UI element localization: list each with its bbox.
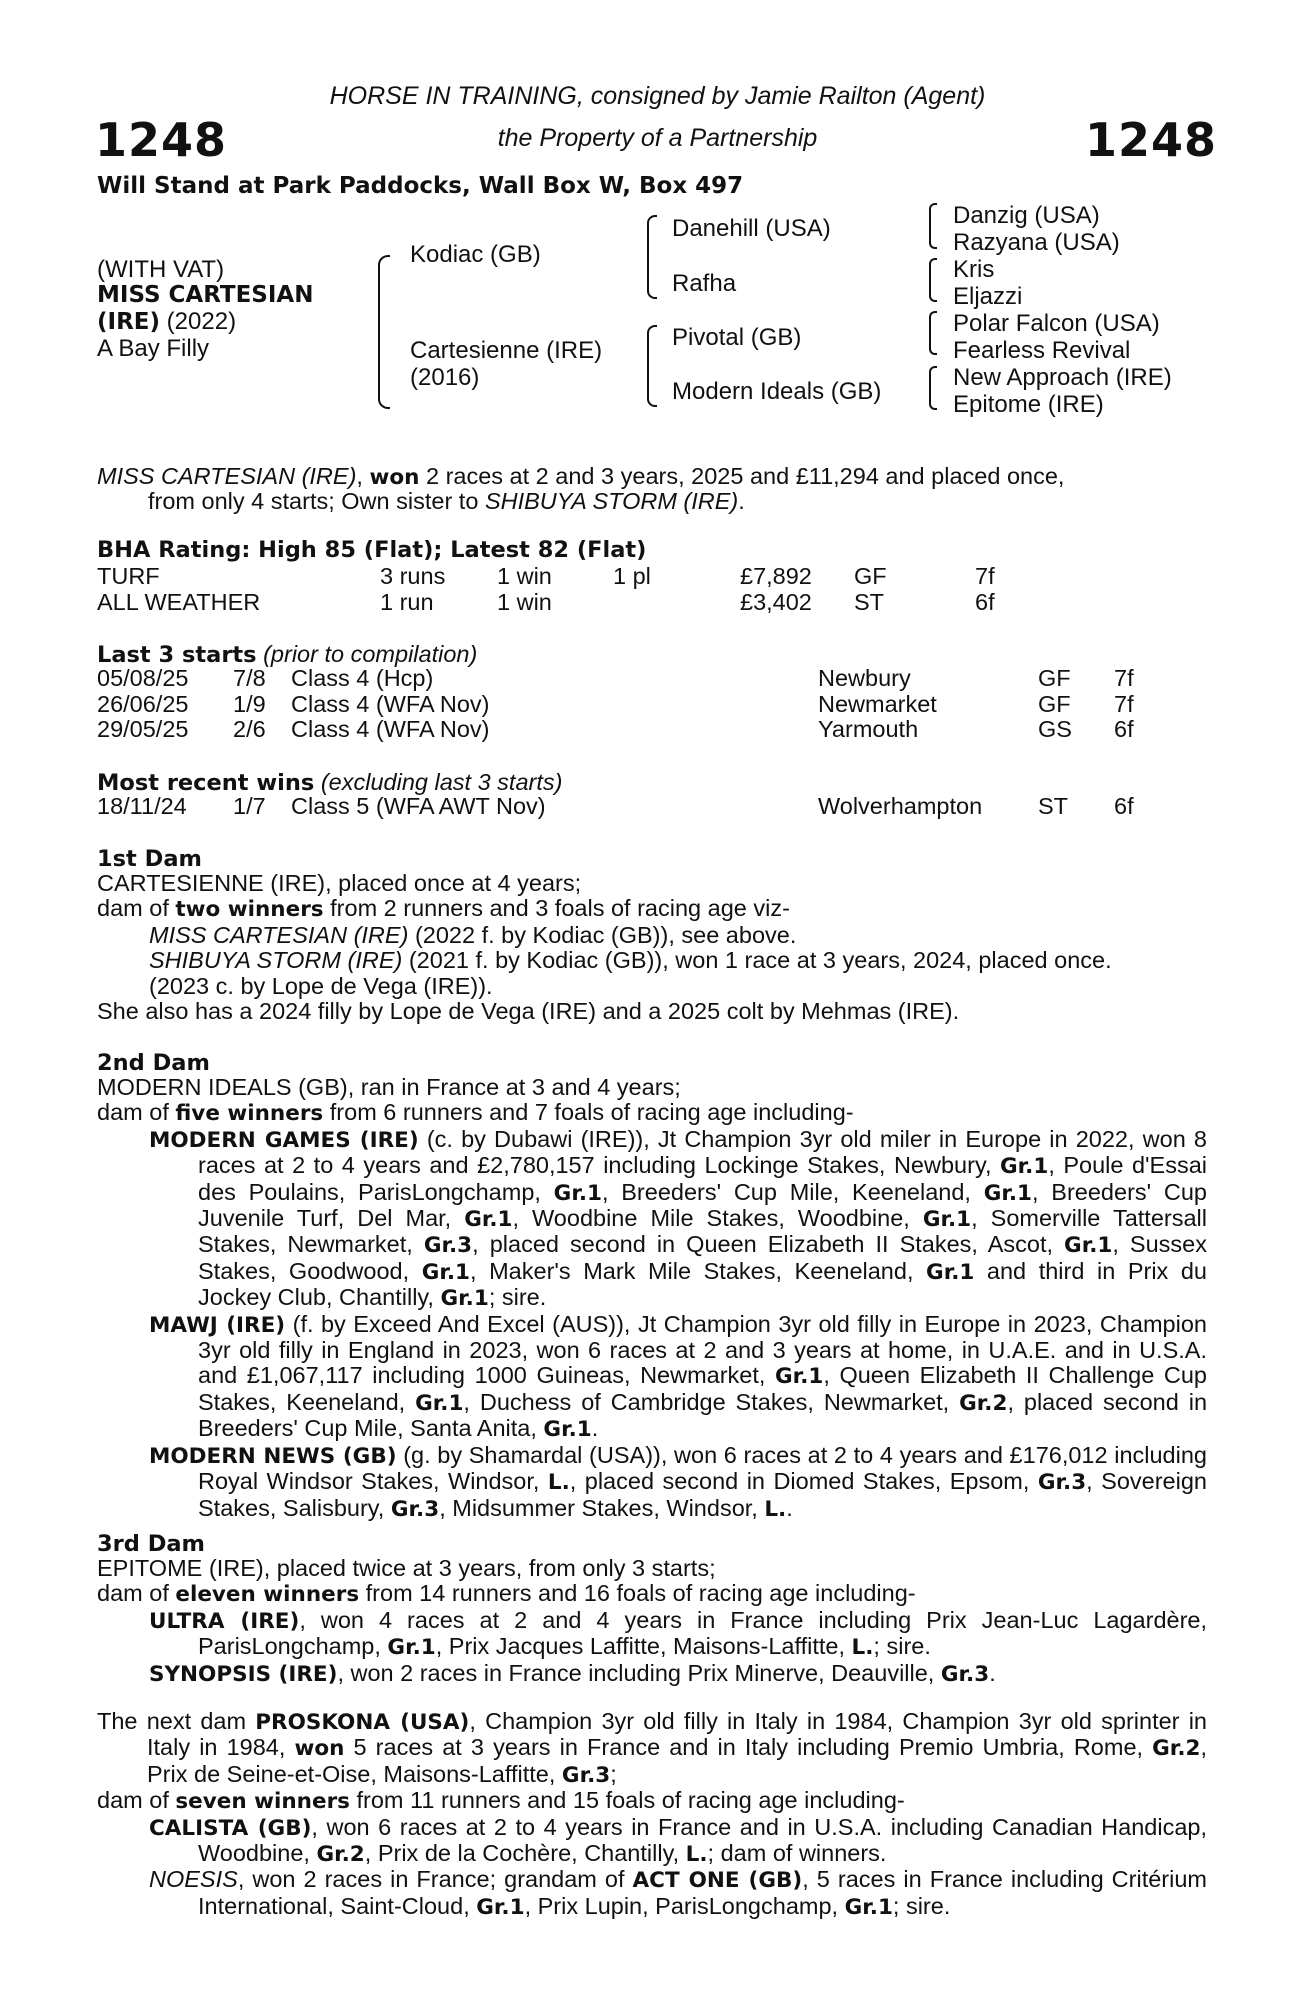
rating-surface: TURF [97,563,160,589]
rating-dist: 6f [975,588,995,615]
horse-country: (IRE) [97,309,161,335]
rating-prize: £3,402 [740,588,812,615]
dam1-winners: two winners [175,897,324,923]
dam4-line-2: dam of seven winners from 11 runners and 15 foals of racing age including- [97,1787,905,1815]
pedigree-brace-g4 [929,366,937,410]
rating-runs: 3 runs [380,563,446,589]
pedigree-dds: New Approach (IRE) [953,364,1172,391]
horse-name: MISS CARTESIAN [97,282,314,308]
summary-sister: SHIBUYA STORM (IRE) [484,488,739,514]
last-start-class: Class 4 (WFA Nov) [291,716,490,742]
dam2-foal-modern-news: MODERN NEWS (GB) (g. by Shamardal (USA)), won 6 races at 2 to 4 years and £176,012 including Royal Windsor Stakes, Windsor, L., placed second in Diomed Stakes, Epsom, Gr.3, Sovereign Stakes, Salisbury, Gr.3, Midsummer Stakes, Windsor, L.. [149,1441,1207,1522]
rating-wins: 1 win [497,588,552,615]
pedigree-sire: Kodiac (GB) [410,241,541,268]
last-start-class: Class 4 (WFA Nov) [291,690,490,717]
rating-surface: ALL WEATHER [97,588,261,615]
last-start-pos: 7/8 [233,665,266,691]
summary-line-2 [148,488,745,515]
pedigree-dam-year: (2016) [410,364,480,391]
vat-label: (WITH VAT) [97,256,225,283]
last-start-pos: 2/6 [233,716,266,742]
pedigree-dsd: Fearless Revival [953,337,1131,364]
dam3-body [97,1556,1207,1687]
summary-text-2b: . [738,488,745,514]
last-start-dist: 7f [1114,665,1134,691]
pedigree-dam-dam: Modern Ideals (GB) [672,378,882,405]
last-start-going: GS [1038,716,1072,742]
dam4-body [97,1709,1207,1920]
summary-horse-name: MISS CARTESIAN (IRE) [97,463,357,489]
stand-line: Will Stand at Park Paddocks, Wall Box W, Box 497 [97,173,744,199]
dam2-foal-mawj: MAWJ (IRE) (f. by Exceed And Excel (AUS)), Jt Champion 3yr old filly in Europe in 2023, Champion 3yr old filly in England in 2023, won 6 races at 2 and 3 years at home, in U.A.E. and in U.S.A. and £1,067,117 including 1000 Guineas, Newmarket, Gr.1, Queen Elizabeth II Challenge Cup Stakes, Keeneland, Gr.1, Duchess of Cambridge Stakes, Newmarket, Gr.2, placed second in Breeders' Cup Mile, Santa Anita, Gr.1. [149,1310,1208,1443]
recent-win-pos: 1/7 [233,793,266,819]
dam1-line-3: She also has a 2024 filly by Lope de Vega (IRE) and a 2025 colt by Mehmas (IRE). [97,998,960,1025]
last-start-dist: 7f [1114,690,1134,717]
dam3-foal-ultra: ULTRA (IRE), won 4 races at 2 and 4 years in France including Prix Jean-Luc Lagardère, ParisLongchamp, Gr.1, Prix Jacques Laffitte, Maisons-Laffitte, L.; sire. [149,1606,1208,1661]
recent-win-going: ST [1038,793,1069,819]
last-start-pos: 1/9 [233,690,266,717]
dam2-winners: five winners [175,1101,324,1127]
rating-wins: 1 win [497,563,552,589]
dam4-foal-noesis: NOESIS, won 2 races in France; grandam of ACT ONE (GB), 5 races in France including Critérium International, Saint-Cloud, Gr.1, Prix Lupin, ParisLongchamp, Gr.1; sire. [149,1866,1207,1920]
last-start-date: 29/05/25 [97,716,189,742]
dam3-title: 3rd Dam [97,1531,205,1557]
pedigree-brace-g1 [929,203,937,249]
last-start-date: 26/06/25 [97,690,189,717]
rating-dist: 7f [975,563,995,589]
last-start-going: GF [1038,665,1071,691]
rating-going: ST [854,588,885,615]
last-starts-note: (prior to compilation) [256,641,478,667]
recent-win-course: Wolverhampton [818,793,983,819]
dam1-line-1: CARTESIENNE (IRE), placed once at 4 years; [97,870,582,896]
summary-won: won [369,465,420,490]
pedigree-dam: Cartesienne (IRE) [410,337,603,364]
dam1-body [97,871,1207,1024]
pedigree-ddd: Epitome (IRE) [953,391,1104,418]
recent-win-class: Class 5 (WFA AWT Nov) [291,793,546,819]
last-start-course: Yarmouth [818,716,919,742]
last-start-course: Newbury [818,665,911,691]
rating-going: GF [854,563,887,589]
pedigree-dss: Polar Falcon (USA) [953,310,1160,337]
pedigree-brace-g3 [929,311,937,355]
summary-line-1: MISS CARTESIAN (IRE), won 2 races at 2 and 3 years, 2025 and £11,294 and placed once, [97,463,1065,490]
pedigree-dam-brace [647,325,657,407]
last-starts-title: Last 3 starts [97,642,257,668]
last-start-date: 05/08/25 [97,665,189,691]
dam3-line-2: dam of eleven winners from 14 runners and 16 foals of racing age including- [97,1580,916,1608]
dam1-foal-1: MISS CARTESIAN (IRE) (2022 f. by Kodiac (GB)), see above. [149,921,797,948]
last-starts-heading [97,641,477,668]
dam1-title: 1st Dam [97,846,202,872]
dam3-winners: eleven winners [175,1582,360,1608]
dam2-foal-modern-games: MODERN GAMES (IRE) (c. by Dubawi (IRE)), Jt Champion 3yr old miler in Europe in 2022, won 8 races at 2 to 4 years and £2,780,157 including Lockinge Stakes, Newbury, Gr.1, Poule d'Essai des Poulains, ParisLongchamp, Gr.1, Breeders' Cup Mile, Keeneland, Gr.1, Breeders' Cup Juvenile Turf, Del Mar, Gr.1, Woodbine Mile Stakes, Woodbine, Gr.1, Somerville Tattersall Stakes, Newmarket, Gr.3, placed second in Queen Elizabeth II Stakes, Ascot, Gr.1, Sussex Stakes, Goodwood, Gr.1, Maker's Mark Mile Stakes, Keeneland, Gr.1 and third in Prix du Jockey Club, Chantilly, Gr.1; sire. [149,1125,1207,1312]
lot-number-right: 1248 [1085,113,1218,167]
dam2-title: 2nd Dam [97,1050,210,1076]
pedigree-sdd: Eljazzi [953,283,1023,310]
pedigree-sire-dam: Rafha [672,270,737,297]
dam4-intro: The next dam PROSKONA (USA), Champion 3yr old filly in Italy in 1984, Champion 3yr old sprinter in Italy in 1984, won 5 races at 3 years in France and in Italy including Premio Umbria, Rome, Gr.2, Prix de Seine-et-Oise, Maisons-Laffitte, Gr.3; [97,1708,1208,1788]
lot-number-left: 1248 [95,113,228,167]
pedigree-sire-sire: Danehill (USA) [672,215,831,242]
dam2-body [97,1075,1207,1522]
dam4-foal-calista: CALISTA (GB), won 6 races at 2 to 4 years in France and in U.S.A. including Canadian Handicap, Woodbine, Gr.2, Prix de la Cochère, Chantilly, L.; dam of winners. [149,1813,1207,1868]
pedigree-ssd: Razyana (USA) [953,229,1120,256]
recent-wins-title: Most recent wins [97,770,315,796]
dam2-line-1: MODERN IDEALS (GB), ran in France at 3 and 4 years; [97,1074,681,1100]
pedigree-dam-sire: Pivotal (GB) [672,324,802,351]
pedigree-sire-brace [647,215,657,299]
dam2-line-2: dam of five winners from 6 runners and 7 foals of racing age including- [97,1099,854,1127]
horse-birth [97,308,236,336]
summary-text-1: 2 races at 2 and 3 years, 2025 and £11,294 and placed once, [419,463,1065,489]
dam1-line-2: dam of two winners from 2 runners and 3 foals of racing age viz- [97,895,790,923]
rating-pl: 1 pl [613,563,651,589]
consignor-line: HORSE IN TRAINING, consigned by Jamie Railton (Agent) [329,82,986,110]
rating-title: BHA Rating: High 85 (Flat); Latest 82 (Flat) [97,537,647,563]
dam1-foal-3: (2023 c. by Lope de Vega (IRE)). [149,972,493,999]
recent-win-dist: 6f [1114,793,1134,819]
recent-wins-note: (excluding last 3 starts) [314,769,563,795]
dam3-foal-synopsis: SYNOPSIS (IRE), won 2 races in France including Prix Minerve, Deauville, Gr.3. [149,1659,996,1687]
pedigree-sds: Kris [953,256,995,283]
dam4-winners: seven winners [175,1789,350,1815]
last-start-going: GF [1038,690,1071,717]
horse-year: (2022) [160,308,237,335]
rating-runs: 1 run [380,588,434,615]
pedigree-main-brace [378,255,390,409]
dam3-line-1: EPITOME (IRE), placed twice at 3 years, from only 3 starts; [97,1555,716,1581]
summary-text-2a: from only 4 starts; Own sister to [148,488,485,514]
recent-win-date: 18/11/24 [97,793,187,819]
horse-description: A Bay Filly [97,335,210,362]
recent-wins-heading [97,769,562,796]
last-start-class: Class 4 (Hcp) [291,665,434,691]
pedigree-sss: Danzig (USA) [953,202,1100,229]
last-start-course: Newmarket [818,690,937,717]
property-line: the Property of a Partnership [497,124,818,152]
rating-prize: £7,892 [740,563,812,589]
dam1-foal-2: SHIBUYA STORM (IRE) (2021 f. by Kodiac (GB)), won 1 race at 3 years, 2024, placed once. [149,947,1112,974]
pedigree-brace-g2 [929,258,937,302]
last-start-dist: 6f [1114,716,1134,742]
